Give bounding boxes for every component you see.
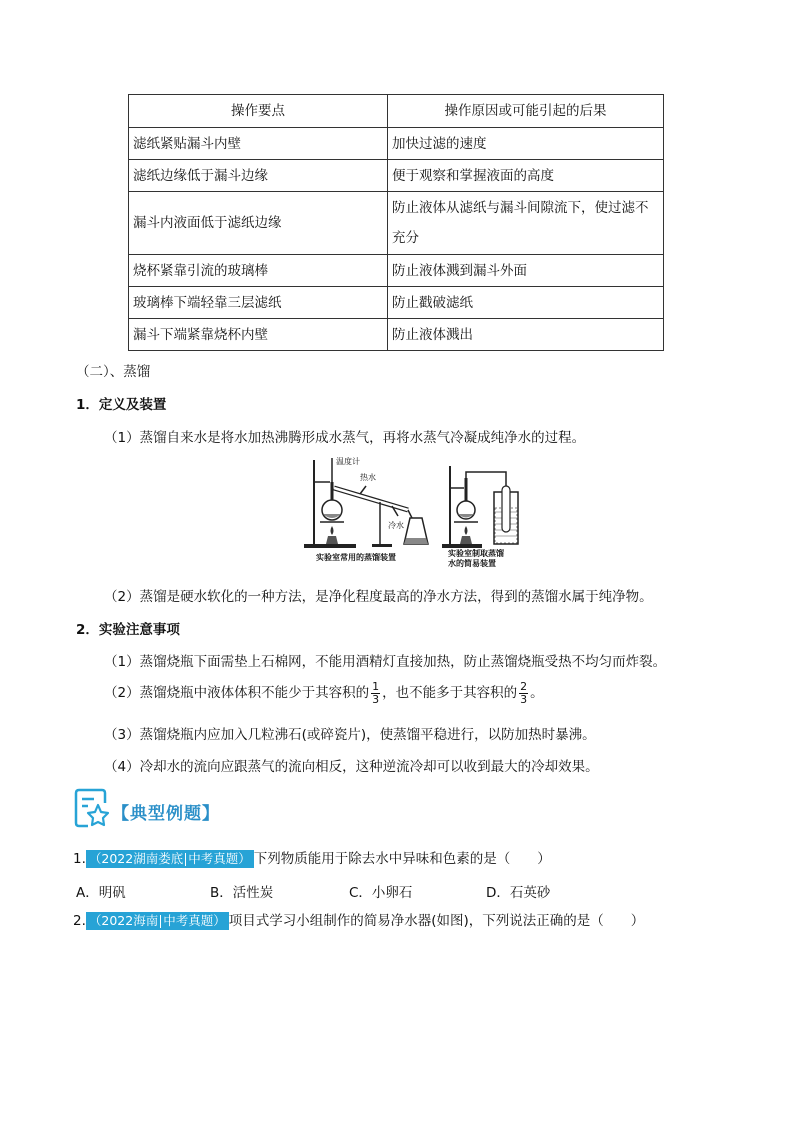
table-cell: 滤纸紧贴漏斗内壁: [129, 128, 388, 160]
question-1: [73, 849, 551, 869]
paragraph: （4）冷却水的流向应跟蒸气的流向相反，这种逆流冷却可以收到最大的冷却效果。: [104, 759, 599, 775]
flame-icon: [331, 526, 334, 535]
table-header-cell: 操作原因或可能引起的后果: [388, 95, 664, 128]
test-tube: [502, 486, 510, 532]
stand-base-right: [442, 544, 482, 548]
paragraph: （1）蒸馏烧瓶下面需垫上石棉网，不能用酒精灯直接加热，防止蒸馏烧瓶受热不均匀而炸裂。: [104, 654, 667, 670]
table-cell: 漏斗下端紧靠烧杯内壁: [129, 319, 388, 351]
paragraph-text: 。: [530, 685, 544, 701]
table-row: [129, 160, 664, 192]
distillation-apparatus-figure: [300, 452, 525, 570]
subsection-title: 2．实验注意事项: [76, 622, 180, 638]
table-cell: 便于观察和掌握液面的高度: [388, 160, 664, 192]
figure-caption-left: 实验室常用的蒸馏装置: [316, 553, 396, 562]
option-d: D．石英砂: [486, 885, 551, 901]
option-a: A．明矾: [76, 885, 126, 901]
fraction-two-thirds: $\frac{2}{3}$: [520, 679, 528, 706]
label-cold-water: 冷水: [388, 521, 404, 530]
question-2: [73, 911, 644, 931]
figure-caption-right-2: 水的简易装置: [448, 559, 496, 568]
table-row: [129, 287, 664, 319]
figure-caption-right-1: 实验室制取蒸馏: [448, 549, 504, 558]
table-cell: 防止戳破滤纸: [388, 287, 664, 319]
question-number: 2.: [73, 913, 86, 929]
paragraph-text: （2）蒸馏烧瓶中液体体积不能少于其容积的: [104, 685, 370, 701]
paragraph: （2）蒸馏是硬水软化的一种方法，是净化程度最高的净水方法，得到的蒸馏水属于纯净物。: [104, 589, 653, 605]
examples-heading: 【典型例题】: [112, 804, 220, 824]
table-row: [129, 128, 664, 160]
table-header-row: [129, 95, 664, 128]
paragraph-text: ，也不能多于其容积的: [382, 685, 518, 701]
subsection-title: 1．定义及装置: [76, 397, 167, 413]
label-thermometer: 温度计: [336, 457, 360, 466]
table-cell-line: 防止液体从滤纸与漏斗间隙流下，使过滤不: [392, 200, 649, 216]
label-hot-water: 热水: [360, 473, 376, 482]
table-cell-line: 充分: [392, 230, 419, 246]
table-cell: 漏斗内液面低于滤纸边缘: [129, 192, 388, 255]
option-c: C．小卵石: [349, 885, 413, 901]
paragraph: （3）蒸馏烧瓶内应加入几粒沸石(或碎瓷片)，使蒸馏平稳进行，以防加热时暴沸。: [104, 727, 596, 743]
table-cell: 滤纸边缘低于漏斗边缘: [129, 160, 388, 192]
water-outlet: [360, 486, 366, 494]
table-cell: [388, 192, 664, 255]
table-cell: 烧杯紧靠引流的玻璃棒: [129, 255, 388, 287]
paragraph-fractions: [104, 680, 544, 706]
fraction-one-third: $\frac{1}{3}$: [372, 679, 380, 706]
operations-table: [128, 94, 664, 351]
table-row: [129, 319, 664, 351]
question-text: 项目式学习小组制作的简易净水器(如图)，下列说法正确的是（ ）: [228, 913, 645, 929]
section-heading: （二）、蒸馏: [76, 364, 151, 380]
table-row: [129, 192, 664, 255]
paragraph: （1）蒸馏自来水是将水加热沸腾形成水蒸气，再将水蒸气冷凝成纯净水的过程。: [104, 430, 586, 446]
question-number: 1.: [73, 851, 86, 867]
alcohol-lamp: [326, 536, 338, 544]
table-cell: 玻璃棒下端轻靠三层滤纸: [129, 287, 388, 319]
star-note-icon: [72, 787, 110, 829]
table-header-cell: 操作要点: [129, 95, 388, 128]
flame-icon: [465, 526, 468, 535]
question-text: 下列物质能用于除去水中异味和色素的是（ ）: [253, 851, 551, 867]
source-tag: （2022海南 中考真题）: [86, 912, 229, 930]
table-cell: 防止液体溅到漏斗外面: [388, 255, 664, 287]
table-cell: 加快过滤的速度: [388, 128, 664, 160]
source-tag: （2022湖南娄底 中考真题）: [86, 850, 254, 868]
table-row: [129, 255, 664, 287]
option-b: B．活性炭: [210, 885, 274, 901]
table-cell: 防止液体溅出: [388, 319, 664, 351]
stand-base: [304, 544, 356, 548]
